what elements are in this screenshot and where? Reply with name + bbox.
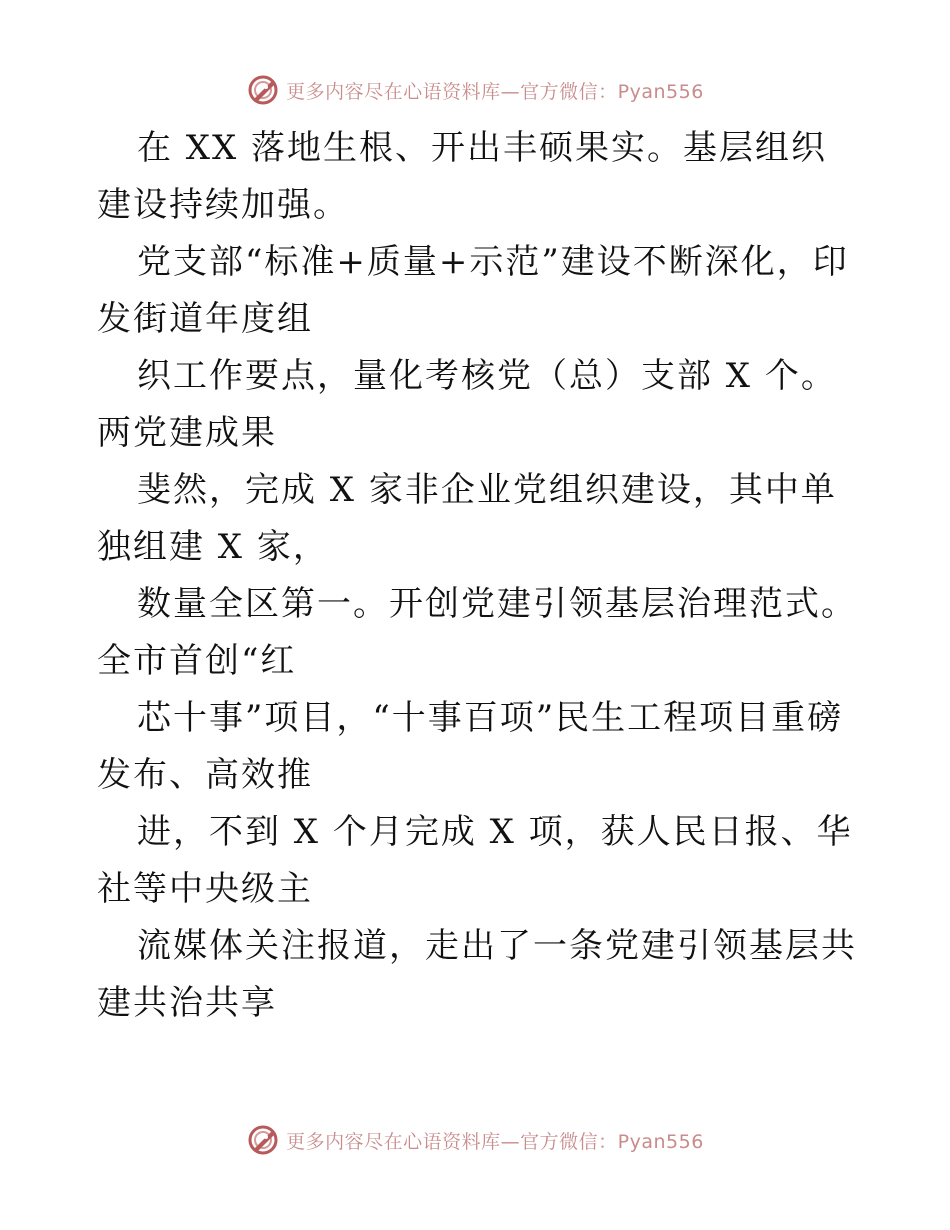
paragraph: 数量全区第一。开创党建引领基层治理范式。全市首创“红	[97, 584, 857, 681]
paragraph: 在 XX 落地生根、开出丰硕果实。基层组织建设持续加强。	[97, 128, 828, 225]
paragraph: 斐然，完成 X 家非企业党组织建设，其中单独组建 X 家，	[97, 470, 837, 567]
pen-nib-seal-icon	[246, 1123, 280, 1157]
paragraph: 织工作要点，量化考核党（总）支部 X 个。两党建成果	[97, 356, 837, 453]
pen-nib-seal-icon	[246, 73, 280, 107]
paragraph: 党支部“标准+质量+示范”建设不断深化，印发街道年度组	[97, 242, 849, 339]
document-body	[97, 120, 857, 1032]
footer-watermark	[0, 1120, 950, 1160]
paragraph: 进，不到 X 个月完成 X 项，获人民日报、华社等中央级主	[97, 812, 853, 909]
paragraph: 芯十事”项目，“十事百项”民生工程项目重磅发布、高效推	[97, 698, 844, 795]
watermark-text: 更多内容尽在心语资料库—官方微信：Pyan556	[286, 1130, 704, 1153]
paragraph: 流媒体关注报道，走出了一条党建引领基层共建共治共享	[97, 926, 857, 1023]
watermark-text: 更多内容尽在心语资料库—官方微信：Pyan556	[286, 80, 704, 103]
header-watermark	[0, 70, 950, 110]
